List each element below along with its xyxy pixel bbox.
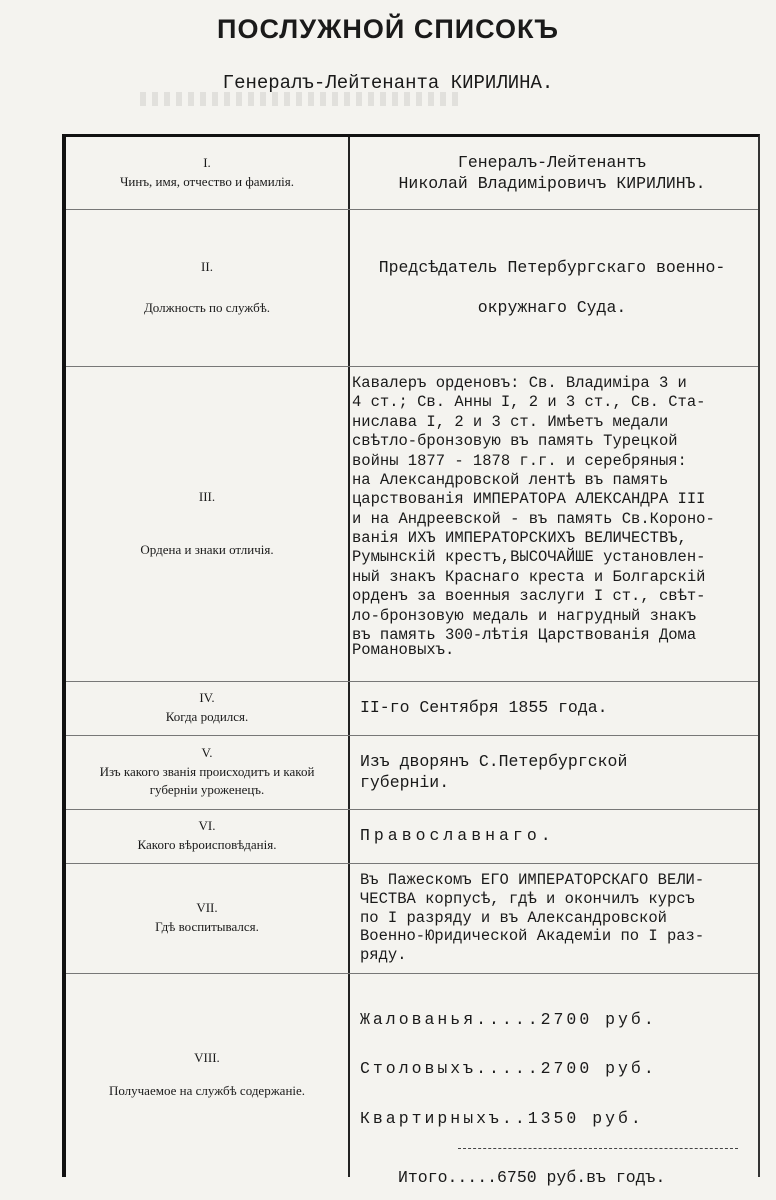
value-line: окружнаго Суда. [477, 297, 627, 317]
value-line: на Александровской лентѣ въ память [352, 470, 669, 489]
value-line: Романовыхъ. [352, 641, 455, 660]
row-label-cell [66, 681, 348, 735]
row-education [66, 863, 758, 974]
row-number: II. [201, 258, 213, 274]
row-label-cell [66, 735, 348, 809]
value-line: Изъ дворянъ С.Петербургской [360, 751, 628, 771]
row-label-cell [66, 809, 348, 863]
row-label-cell [66, 209, 348, 366]
row-value-cell [352, 366, 752, 689]
page-title: ПОСЛУЖНОЙ СПИСОКЪ [217, 14, 559, 44]
value-line: Генералъ-Лейтенантъ [457, 152, 647, 172]
row-label-cell [66, 863, 348, 973]
row-value-cell [352, 209, 752, 366]
value-line: II-го Сентября 1855 года. [360, 698, 608, 718]
row-label-cell [66, 366, 348, 681]
row-number: VII. [196, 900, 218, 916]
value-line: ло-бронзовую медаль и нагрудный знакъ [352, 606, 697, 625]
row-value-cell [352, 863, 760, 973]
row-religion [66, 809, 758, 864]
row-label-cell [66, 973, 348, 1177]
value-line: Николай Владиміровичъ КИРИЛИНЪ. [398, 174, 706, 193]
row-orders [66, 366, 758, 682]
row-value-cell [352, 735, 760, 809]
row-value-cell [352, 681, 760, 735]
value-line: царствованія ИМПЕРАТОРА АЛЕКСАНДРА III [352, 490, 706, 509]
row-value-cell [352, 809, 760, 863]
row-value-cell [352, 137, 752, 209]
value-line: Въ Пажескомъ ЕГО ИМПЕРАТОРСКАГО ВЕЛИ- [360, 870, 705, 889]
value-line: Предсѣдатель Петербургскаго военно- [378, 258, 726, 278]
row-rank-name [66, 137, 758, 210]
row-number: I. [203, 155, 211, 171]
salary-line: Квартирныхъ..1350 руб. [360, 1108, 644, 1128]
value-line: 4 ст.; Св. Анны I, 2 и 3 ст., Св. Ста- [352, 393, 706, 412]
value-line: Кавалеръ орденовъ: Св. Владиміра 3 и [352, 374, 687, 392]
row-number: VI. [198, 818, 216, 834]
row-position [66, 209, 758, 367]
row-number: III. [198, 488, 216, 504]
row-number: V. [201, 744, 213, 760]
total-rule [458, 1148, 738, 1149]
row-origin [66, 735, 758, 810]
value-line: по I разряду и въ Александровской [360, 908, 667, 927]
row-birth [66, 681, 758, 736]
value-line: войны 1877 - 1878 г.г. и серебряныя: [352, 451, 687, 470]
page-subtitle: Генералъ-Лейтенанта КИРИЛИНА. [222, 72, 554, 94]
salary-line: Жалованья.....2700 руб. [360, 1010, 657, 1029]
row-label: Когда родился. [165, 709, 249, 724]
value-line: ЧЕСТВА корпусѣ, гдѣ и окончилъ курсъ [360, 889, 695, 908]
row-label-cell [66, 137, 348, 209]
row-number: IV. [199, 690, 215, 706]
value-line: ный знакъ Краснаго креста и Болгарскій [352, 567, 706, 586]
value-line: свѣтло-бронзовую въ память Турецкой [352, 432, 678, 451]
row-label: Гдѣ воспитывался. [155, 919, 259, 934]
value-line: Военно-Юридической Академіи по I раз- [360, 927, 705, 946]
row-value-cell [352, 973, 760, 1199]
value-line: губерніи. [360, 773, 450, 792]
row-label: Должность по службѣ. [143, 299, 271, 315]
row-label: Чинъ, имя, отчество и фамилія. [119, 174, 295, 189]
value-line: нислава I, 2 и 3 ст. Имѣетъ медали [352, 412, 669, 431]
row-label: Какого вѣроисповѣданія. [137, 837, 277, 852]
value-line: орденъ за военныя заслуги I ст., свѣт- [352, 587, 706, 606]
ghost-print-artifact [140, 92, 460, 106]
row-label: Ордена и знаки отличія. [140, 541, 274, 557]
service-record-table [62, 134, 760, 1177]
row-label: Получаемое на службѣ содержаніе. [108, 1083, 306, 1098]
row-number: VIII. [194, 1050, 220, 1066]
value-line: ванія ИХЪ ИМПЕРАТОРСКИХЪ ВЕЛИЧЕСТВЪ, [352, 529, 687, 547]
row-salary [66, 973, 758, 1177]
row-label: Изъ какого званія происходитъ и какой губерніи уроженецъ. [99, 763, 315, 798]
value-line: въ память 300-лѣтія Царствованія Дома [352, 625, 697, 644]
value-line: ряду. [360, 946, 407, 965]
total-line: Итого.....6750 руб.въ годъ. [398, 1168, 666, 1187]
value-line: Румынскій крестъ,ВЫСОЧАЙШЕ установлен- [352, 548, 706, 567]
salary-line: Столовыхъ.....2700 руб. [360, 1059, 657, 1079]
value-line: Православнаго. [360, 826, 555, 846]
value-line: и на Андреевской - въ память Св.Короно- [352, 509, 715, 528]
